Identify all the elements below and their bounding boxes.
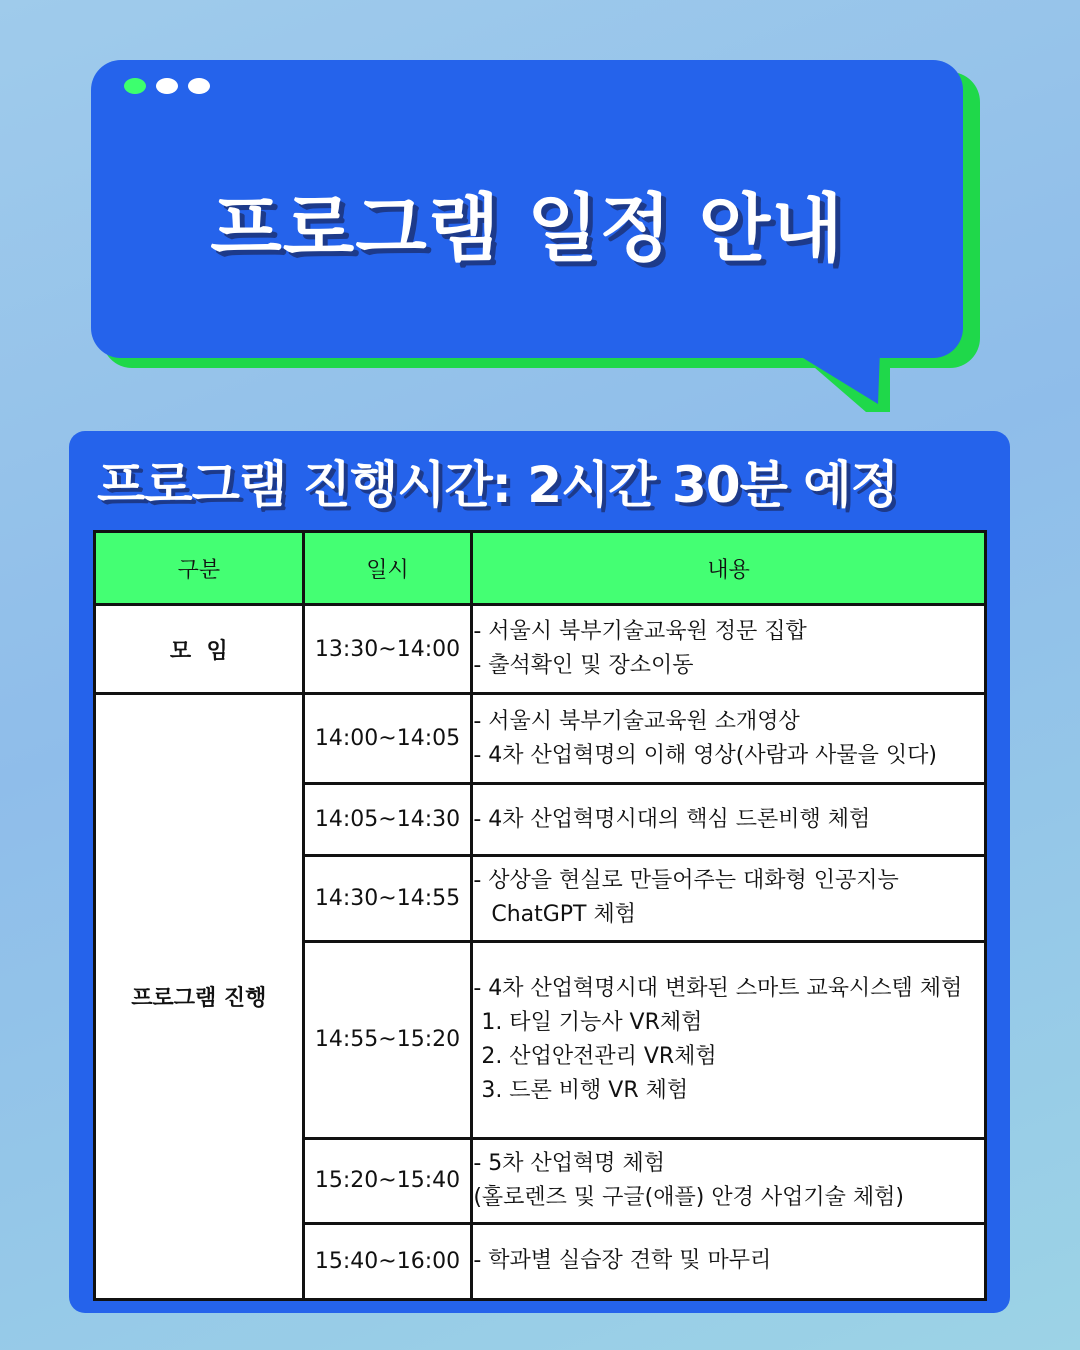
content-line: - 출석확인 및 장소이동 xyxy=(473,653,694,679)
content-line: - 5차 산업혁명 체험 xyxy=(473,1150,666,1176)
content-cell xyxy=(472,784,986,856)
content-line: 3. 드론 비행 VR 체험 xyxy=(481,1077,689,1103)
dot-icon xyxy=(124,78,146,94)
dot-icon xyxy=(156,78,178,94)
content-line: 2. 산업안전관리 VR체험 xyxy=(481,1043,717,1069)
content-line: - 4차 산업혁명시대 변화된 스마트 교육시스템 체험 xyxy=(473,975,963,1001)
content-line: ChatGPT 체험 xyxy=(491,902,636,928)
schedule-table xyxy=(93,530,987,1301)
time-cell: 15:20~15:40 xyxy=(303,1138,472,1223)
column-header-category: 구분 xyxy=(95,532,304,605)
content-cell xyxy=(472,694,986,784)
table-row xyxy=(95,605,986,694)
time-cell: 13:30~14:00 xyxy=(303,605,472,694)
time-cell: 15:40~16:00 xyxy=(303,1223,472,1299)
content-line: - 상상을 현실로 만들어주는 대화형 인공지능 xyxy=(473,868,899,894)
column-header-time: 일시 xyxy=(303,532,472,605)
dot-icon xyxy=(188,78,210,94)
time-cell: 14:30~14:55 xyxy=(303,856,472,941)
content-cell xyxy=(472,1138,986,1223)
category-cell: 프로그램 진행 xyxy=(95,694,304,1300)
content-line: 1. 타일 기능사 VR체험 xyxy=(481,1009,703,1035)
category-cell: 모 임 xyxy=(95,605,304,694)
content-line: (홀로렌즈 및 구글(애플) 안경 사업기술 체험) xyxy=(473,1184,904,1210)
content-cell xyxy=(472,941,986,1138)
table-header-row xyxy=(95,532,986,605)
content-line: - 4차 산업혁명시대의 핵심 드론비행 체험 xyxy=(473,806,871,832)
time-cell: 14:05~14:30 xyxy=(303,784,472,856)
content-line: - 서울시 북부기술교육원 소개영상 xyxy=(473,708,800,734)
time-cell: 14:55~15:20 xyxy=(303,941,472,1138)
panel-title: 프로그램 진행시간: 2시간 30분 예정 xyxy=(97,456,898,514)
content-cell xyxy=(472,1223,986,1299)
content-line: - 4차 산업혁명의 이해 영상(사람과 사물을 잇다) xyxy=(473,742,937,768)
time-cell: 14:00~14:05 xyxy=(303,694,472,784)
content-cell xyxy=(472,856,986,941)
column-header-content: 내용 xyxy=(472,532,986,605)
table-row xyxy=(95,694,986,784)
content-line: - 학과별 실습장 견학 및 마무리 xyxy=(473,1248,772,1274)
window-dots xyxy=(124,78,210,94)
content-line: - 서울시 북부기술교육원 정문 집합 xyxy=(473,619,807,645)
page-title: 프로그램 일정 안내 xyxy=(210,186,844,272)
content-cell xyxy=(472,605,986,694)
